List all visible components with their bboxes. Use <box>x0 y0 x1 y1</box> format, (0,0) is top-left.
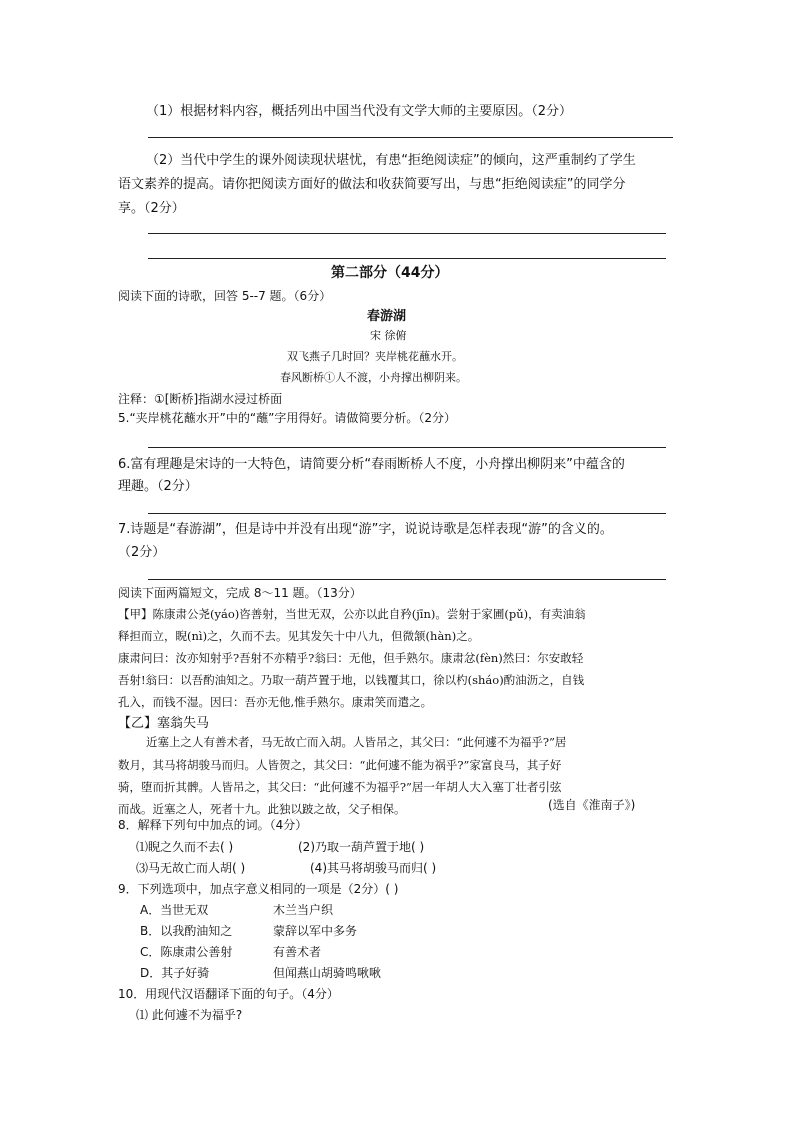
passage-yi-line: 而战。近塞之人，死者十九。此独以跛之故，父子相保。 <box>118 802 406 816</box>
question-7-line: （2分） <box>118 545 166 560</box>
option-b-left: B．以我酌油知之 <box>140 924 233 938</box>
classical-intro: 阅读下面两篇短文，完成 8～11 题。（13分） <box>118 586 362 600</box>
option-c-left: C．陈康肃公善射 <box>140 945 233 959</box>
question-8-item: (4)其马将胡骏马而归( ) <box>310 861 437 875</box>
question-6-line: 6.富有理趣是宋诗的一大特色，请简要分析“春雨断桥人不度，小舟撑出柳阴来”中蕴含的 <box>118 457 625 472</box>
answer-line <box>148 579 666 580</box>
question-2-line: 语文素养的提高。请你把阅读方面好的做法和收获简要写出，与患“拒绝阅读症”的同学分 <box>118 177 626 192</box>
answer-line <box>148 447 666 448</box>
question-7-line: 7.诗题是“春游湖”，但是诗中并没有出现“游”字，说说诗歌是怎样表现“游”的含义的。 <box>118 522 613 537</box>
question-6-line: 理趣。（2分） <box>118 479 198 494</box>
section-heading: 第二部分（44分） <box>331 265 449 281</box>
question-2-line: 享。（2分） <box>118 201 185 216</box>
passage-jia-line: 孔入，而钱不湿。因曰：吾亦无他,惟手熟尔。康肃笑而遣之。 <box>118 695 433 709</box>
passage-jia-line: 【甲】陈康肃公尧(yáo)咨善射，当世无双，公亦以此自矜(jīn)。尝射于家圃(pǔ)，有卖油翁 <box>118 607 586 621</box>
question-9: 9．下列选项中，加点字意义相同的一项是（2分）( ) <box>118 882 399 896</box>
question-1: （1）根据材料内容，概括列出中国当代没有文学大师的主要原因。（2分） <box>146 104 573 119</box>
passage-jia-line: 释担而立，睨(nì)之，久而不去。见其发矢十中八九，但微颔(hàn)之。 <box>118 629 480 643</box>
passage-jia-line: 吾射!翁曰：以吾酌油知之。乃取一葫芦置于地，以钱覆其口，徐以杓(sháo)酌油沥之，自钱 <box>118 673 585 687</box>
passage-yi-line: 近塞上之人有善术者，马无故亡而入胡。人皆吊之，其父曰：“此何遽不为福乎?”居 <box>146 735 567 749</box>
poem-note: 注释：①[断桥]指湖水浸过桥面 <box>118 392 283 406</box>
poem-line: 双飞燕子几时回？夹岸桃花蘸水开。 <box>287 350 463 363</box>
question-8: 8．解释下列句中加点的词。（4分） <box>118 818 308 832</box>
option-c-right: 有善术者 <box>273 945 322 959</box>
question-10: 10．用现代汉语翻译下面的句子。（4分） <box>118 987 339 1001</box>
answer-line <box>148 137 673 138</box>
passage-source: (选自《淮南子》) <box>548 798 636 812</box>
question-8-item: ⑴睨之久而不去( ) <box>136 840 234 854</box>
option-a-left: A．当世无双 <box>140 903 209 917</box>
question-8-item: (2)乃取一葫芦置于地( ) <box>298 840 425 854</box>
passage-yi-line: 骑，堕而折其髀。人皆吊之，其父曰：“此何遽不为福乎?”居一年胡人大入塞丁壮者引弦 <box>118 780 562 794</box>
section-intro: 阅读下面的诗歌，回答 5--7 题。（6分） <box>118 289 332 303</box>
poem-line: 春风断桥①人不渡，小舟撑出柳阴来。 <box>280 371 467 384</box>
option-a-right: 木兰当户织 <box>273 903 334 917</box>
question-5: 5.“夹岸桃花蘸水开”中的“蘸”字用得好。请做简要分析。（2分） <box>118 411 456 425</box>
question-2-line: （2）当代中学生的课外阅读现状堪忧，有患“拒绝阅读症”的倾向，这严重制约了学生 <box>146 153 636 168</box>
passage-yi-line: 数月，其马将胡骏马而归。人皆贺之，其父曰：“此何遽不能为祸乎?”家富良马，其子好 <box>118 758 562 772</box>
question-10-item: ⑴ 此何遽不为福乎? <box>136 1008 243 1022</box>
option-b-right: 蒙辞以军中多务 <box>273 924 358 938</box>
poem-title: 春游湖 <box>367 309 407 324</box>
option-d-left: D．其子好骑 <box>140 966 210 980</box>
passage-jia-line: 康肃问曰：汝亦知射乎?吾射不亦精乎?翁曰：无他，但手熟尔。康肃忿(fèn)然曰：尔安敢轻 <box>118 651 584 665</box>
answer-line <box>148 513 666 514</box>
answer-line <box>148 258 666 259</box>
question-8-item: ⑶马无故亡而人胡( ) <box>136 861 246 875</box>
option-d-right: 但闻燕山胡骑鸣啾啾 <box>273 966 382 980</box>
answer-line <box>148 233 666 234</box>
poem-author: 宋 徐俯 <box>370 329 407 342</box>
passage-yi-title: 【乙】塞翁失马 <box>118 716 210 731</box>
